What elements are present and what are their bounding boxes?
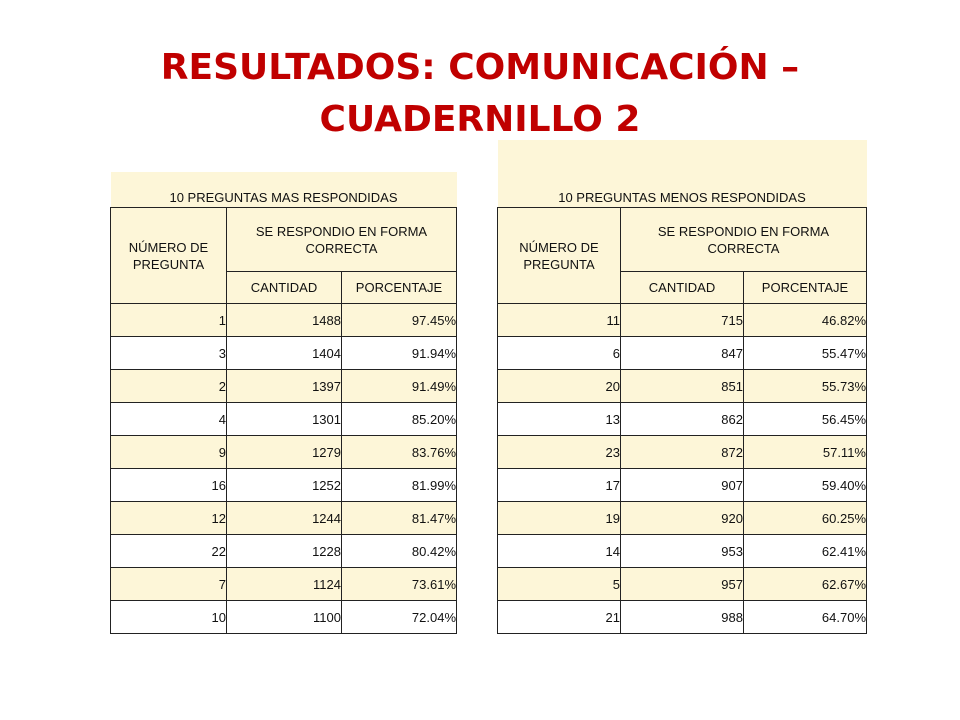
percent-cell: 81.99%	[342, 469, 457, 502]
question-cell: 2	[111, 370, 227, 403]
column-header-percent: PORCENTAJE	[342, 272, 457, 304]
count-cell: 1244	[227, 502, 342, 535]
column-header-count: CANTIDAD	[621, 272, 744, 304]
count-cell: 1124	[227, 568, 342, 601]
percent-cell: 97.45%	[342, 304, 457, 337]
question-cell: 13	[498, 403, 621, 436]
question-cell: 22	[111, 535, 227, 568]
question-cell: 12	[111, 502, 227, 535]
question-cell: 19	[498, 502, 621, 535]
question-cell: 16	[111, 469, 227, 502]
percent-cell: 55.47%	[744, 337, 867, 370]
column-header-percent: PORCENTAJE	[744, 272, 867, 304]
table-row	[498, 502, 867, 535]
table-row	[111, 502, 457, 535]
table-row	[498, 469, 867, 502]
table-row	[111, 535, 457, 568]
count-cell: 851	[621, 370, 744, 403]
question-cell: 23	[498, 436, 621, 469]
percent-cell: 85.20%	[342, 403, 457, 436]
count-cell: 1397	[227, 370, 342, 403]
question-cell: 7	[111, 568, 227, 601]
question-cell: 3	[111, 337, 227, 370]
percent-cell: 62.41%	[744, 535, 867, 568]
count-cell: 715	[621, 304, 744, 337]
question-cell: 20	[498, 370, 621, 403]
count-cell: 920	[621, 502, 744, 535]
question-cell: 21	[498, 601, 621, 634]
table-row	[498, 436, 867, 469]
count-cell: 953	[621, 535, 744, 568]
percent-cell: 64.70%	[744, 601, 867, 634]
count-cell: 1301	[227, 403, 342, 436]
question-cell: 4	[111, 403, 227, 436]
count-cell: 1228	[227, 535, 342, 568]
percent-cell: 83.76%	[342, 436, 457, 469]
table-row	[498, 304, 867, 337]
count-cell: 1488	[227, 304, 342, 337]
percent-cell: 60.25%	[744, 502, 867, 535]
table-caption: 10 PREGUNTAS MENOS RESPONDIDAS	[498, 140, 867, 208]
count-cell: 847	[621, 337, 744, 370]
percent-cell: 91.94%	[342, 337, 457, 370]
question-cell: 14	[498, 535, 621, 568]
count-cell: 872	[621, 436, 744, 469]
percent-cell: 59.40%	[744, 469, 867, 502]
percent-cell: 72.04%	[342, 601, 457, 634]
count-cell: 907	[621, 469, 744, 502]
count-cell: 988	[621, 601, 744, 634]
table-row	[111, 370, 457, 403]
table-row	[111, 337, 457, 370]
count-cell: 1404	[227, 337, 342, 370]
table-row	[498, 403, 867, 436]
column-header-correct: SE RESPONDIO EN FORMA CORRECTA	[621, 208, 867, 272]
table-row	[111, 403, 457, 436]
column-header-question: NÚMERO DE PREGUNTA	[498, 208, 621, 304]
table-row	[498, 568, 867, 601]
slide-title: RESULTADOS: COMUNICACIÓN – CUADERNILLO 2	[160, 47, 800, 140]
question-cell: 5	[498, 568, 621, 601]
percent-cell: 73.61%	[342, 568, 457, 601]
percent-cell: 80.42%	[342, 535, 457, 568]
count-cell: 1252	[227, 469, 342, 502]
table-row	[498, 337, 867, 370]
percent-cell: 62.67%	[744, 568, 867, 601]
question-cell: 17	[498, 469, 621, 502]
count-cell: 1100	[227, 601, 342, 634]
question-cell: 10	[111, 601, 227, 634]
percent-cell: 55.73%	[744, 370, 867, 403]
most-answered-table	[110, 172, 457, 634]
table-row	[498, 535, 867, 568]
percent-cell: 57.11%	[744, 436, 867, 469]
question-cell: 6	[498, 337, 621, 370]
column-header-correct: SE RESPONDIO EN FORMA CORRECTA	[227, 208, 457, 272]
question-cell: 1	[111, 304, 227, 337]
table-row	[111, 436, 457, 469]
count-cell: 957	[621, 568, 744, 601]
table-caption: 10 PREGUNTAS MAS RESPONDIDAS	[111, 172, 457, 208]
table-row	[111, 568, 457, 601]
count-cell: 862	[621, 403, 744, 436]
count-cell: 1279	[227, 436, 342, 469]
question-cell: 9	[111, 436, 227, 469]
column-header-question: NÚMERO DE PREGUNTA	[111, 208, 227, 304]
percent-cell: 56.45%	[744, 403, 867, 436]
percent-cell: 46.82%	[744, 304, 867, 337]
table-row	[111, 601, 457, 634]
percent-cell: 91.49%	[342, 370, 457, 403]
table-row	[111, 469, 457, 502]
column-header-count: CANTIDAD	[227, 272, 342, 304]
question-cell: 11	[498, 304, 621, 337]
percent-cell: 81.47%	[342, 502, 457, 535]
table-row	[498, 601, 867, 634]
table-row	[111, 304, 457, 337]
least-answered-table	[497, 140, 867, 634]
table-row	[498, 370, 867, 403]
